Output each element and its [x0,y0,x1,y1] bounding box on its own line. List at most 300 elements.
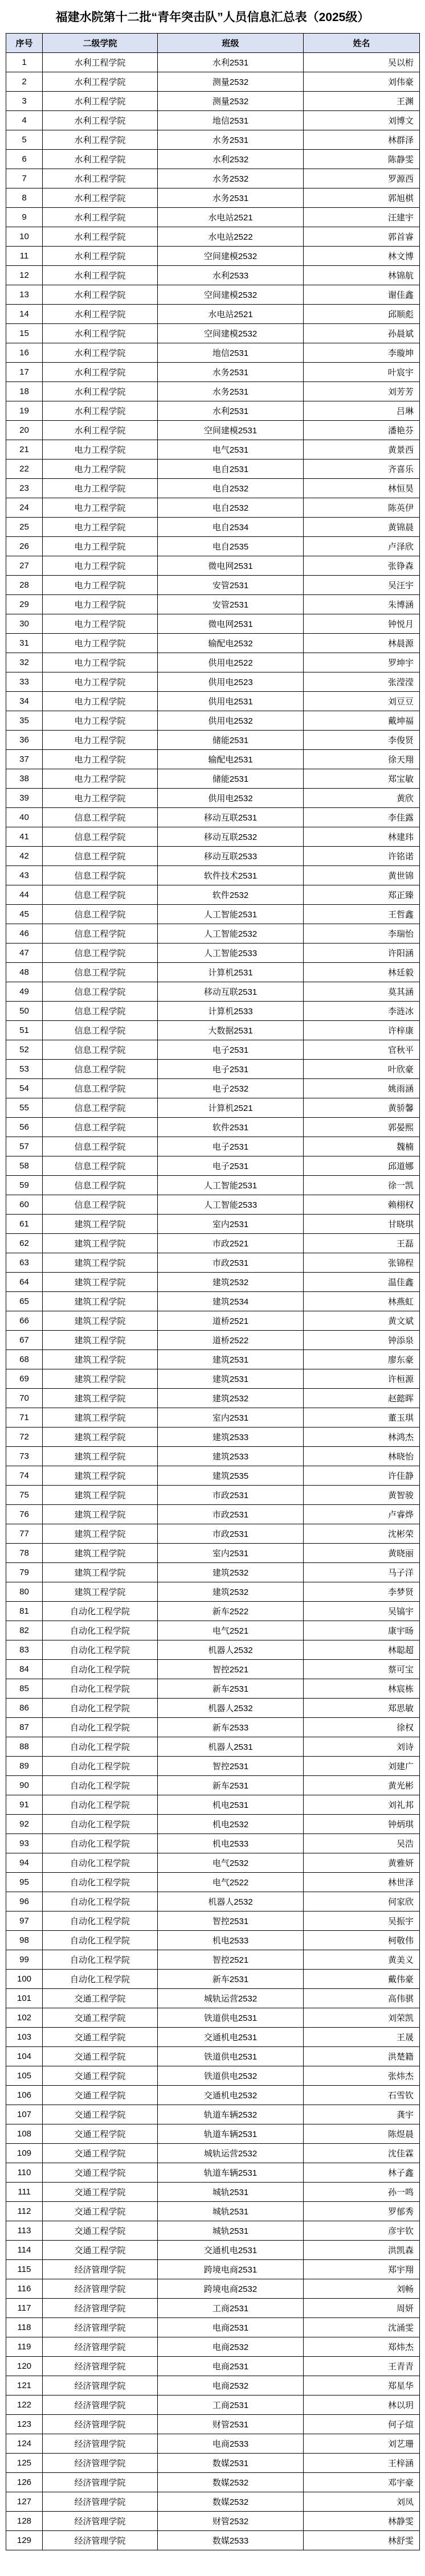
cell-college: 经济管理学院 [43,2531,158,2550]
roster-table [6,33,420,2550]
cell-name: 洪楚籍 [304,2047,420,2066]
cell-index: 105 [6,2066,43,2086]
cell-class: 水务2531 [158,363,304,382]
table-row [6,1040,420,1060]
table-row [6,1505,420,1524]
cell-index: 109 [6,2144,43,2163]
cell-class: 电子2531 [158,1040,304,1060]
cell-class: 交通机电2531 [158,2241,304,2260]
cell-college: 水利工程学院 [43,324,158,343]
cell-name: 林子鑫 [304,2163,420,2183]
cell-index: 3 [6,92,43,111]
cell-index: 62 [6,1234,43,1253]
cell-index: 21 [6,440,43,460]
cell-index: 70 [6,1389,43,1408]
cell-college: 经济管理学院 [43,2318,158,2337]
table-row [6,2202,420,2221]
cell-class: 微电网2531 [158,556,304,576]
cell-college: 建筑工程学院 [43,1582,158,1602]
table-row [6,653,420,672]
table-row [6,1795,420,1815]
cell-name: 刘豆豆 [304,692,420,711]
cell-name: 许佳静 [304,1466,420,1486]
table-row [6,614,420,634]
cell-college: 信息工程学院 [43,1079,158,1098]
cell-class: 软件技术2531 [158,866,304,885]
cell-college: 建筑工程学院 [43,1331,158,1350]
cell-name: 刘博文 [304,111,420,130]
cell-name: 王哲鑫 [304,905,420,924]
cell-college: 经济管理学院 [43,2492,158,2512]
cell-index: 116 [6,2279,43,2299]
table-row [6,2241,420,2260]
cell-college: 电力工程学院 [43,731,158,750]
cell-index: 85 [6,1679,43,1699]
cell-name: 何家欣 [304,1892,420,1912]
table-row [6,285,420,305]
cell-index: 7 [6,169,43,188]
cell-class: 建筑2534 [158,1292,304,1311]
cell-college: 电力工程学院 [43,634,158,653]
cell-college: 水利工程学院 [43,169,158,188]
cell-name: 卢睿烨 [304,1505,420,1524]
table-row [6,2318,420,2337]
table-row [6,1699,420,1718]
cell-class: 市政2531 [158,1505,304,1524]
cell-college: 水利工程学院 [43,382,158,401]
cell-college: 建筑工程学院 [43,1350,158,1369]
cell-index: 57 [6,1137,43,1156]
table-row [6,1273,420,1292]
cell-index: 68 [6,1350,43,1369]
cell-class: 建筑2535 [158,1466,304,1486]
cell-index: 126 [6,2473,43,2492]
cell-name: 郑正臻 [304,885,420,905]
table-row [6,1350,420,1369]
cell-index: 124 [6,2434,43,2454]
cell-index: 2 [6,72,43,92]
cell-index: 20 [6,421,43,440]
cell-class: 室内2531 [158,1408,304,1428]
cell-name: 邓宇豪 [304,2473,420,2492]
cell-name: 孙一鸣 [304,2183,420,2202]
cell-class: 跨境电商2532 [158,2279,304,2299]
table-row [6,1137,420,1156]
cell-index: 48 [6,963,43,982]
cell-class: 移动互联2531 [158,808,304,827]
cell-name: 黄欣 [304,789,420,808]
cell-index: 56 [6,1118,43,1137]
cell-class: 数媒2532 [158,2492,304,2512]
cell-college: 电力工程学院 [43,460,158,479]
table-row [6,963,420,982]
cell-college: 信息工程学院 [43,808,158,827]
cell-college: 电力工程学院 [43,653,158,672]
cell-class: 机器人2532 [158,1699,304,1718]
cell-class: 人工智能2533 [158,1195,304,1215]
cell-college: 信息工程学院 [43,847,158,866]
cell-college: 建筑工程学院 [43,1466,158,1486]
cell-name: 谢佳鑫 [304,285,420,305]
cell-class: 供用电2531 [158,692,304,711]
table-row [6,2357,420,2376]
cell-class: 电商2531 [158,2357,304,2376]
cell-name: 柯敬伟 [304,1931,420,1950]
cell-name: 魏楠 [304,1137,420,1156]
cell-college: 自动化工程学院 [43,1795,158,1815]
cell-name: 吴浩 [304,1834,420,1853]
cell-name: 赖栩权 [304,1195,420,1215]
cell-college: 经济管理学院 [43,2512,158,2531]
table-row [6,2008,420,2028]
cell-name: 郑炜杰 [304,2337,420,2357]
cell-index: 54 [6,1079,43,1098]
cell-index: 38 [6,769,43,789]
table-row [6,1853,420,1873]
cell-college: 自动化工程学院 [43,1602,158,1621]
table-row [6,130,420,150]
cell-name: 温佳鑫 [304,1273,420,1292]
cell-index: 74 [6,1466,43,1486]
cell-name: 郑宇翔 [304,2260,420,2279]
cell-college: 信息工程学院 [43,1176,158,1195]
cell-college: 水利工程学院 [43,227,158,247]
cell-name: 彦宇钦 [304,2221,420,2241]
cell-college: 建筑工程学院 [43,1544,158,1563]
cell-index: 4 [6,111,43,130]
cell-college: 交通工程学院 [43,2066,158,2086]
cell-index: 122 [6,2395,43,2415]
cell-name: 李梦贤 [304,1582,420,1602]
table-row [6,1776,420,1795]
cell-name: 石雪钦 [304,2086,420,2105]
table-row [6,1544,420,1563]
cell-college: 电力工程学院 [43,479,158,498]
cell-class: 财管2531 [158,2415,304,2434]
cell-college: 建筑工程学院 [43,1311,158,1331]
table-row [6,672,420,692]
cell-class: 移动互联2532 [158,827,304,847]
cell-name: 林鸿杰 [304,1428,420,1447]
cell-index: 111 [6,2183,43,2202]
cell-name: 罗源西 [304,169,420,188]
cell-class: 机电2531 [158,1795,304,1815]
table-row [6,401,420,421]
header-index: 序号 [6,34,43,53]
cell-name: 林建玮 [304,827,420,847]
cell-class: 水务2531 [158,382,304,401]
cell-class: 城轨2531 [158,2202,304,2221]
table-row [6,1408,420,1428]
cell-name: 叶宸宇 [304,363,420,382]
cell-name: 邱顺彪 [304,305,420,324]
table-row [6,1563,420,1582]
cell-name: 叶欣豪 [304,1060,420,1079]
cell-name: 张滢滢 [304,672,420,692]
cell-index: 125 [6,2454,43,2473]
cell-college: 建筑工程学院 [43,1292,158,1311]
cell-class: 铁道供电2532 [158,2066,304,2086]
cell-index: 115 [6,2260,43,2279]
cell-name: 黄锦晨 [304,518,420,537]
table-row [6,905,420,924]
cell-class: 计算机2533 [158,1002,304,1021]
cell-class: 安管2531 [158,576,304,595]
cell-index: 52 [6,1040,43,1060]
cell-class: 城轨2531 [158,2221,304,2241]
cell-class: 输配电2531 [158,750,304,769]
cell-index: 94 [6,1853,43,1873]
cell-name: 郭旭棋 [304,188,420,208]
cell-college: 自动化工程学院 [43,1815,158,1834]
cell-college: 水利工程学院 [43,53,158,72]
cell-college: 交通工程学院 [43,2105,158,2124]
cell-index: 14 [6,305,43,324]
cell-index: 50 [6,1002,43,1021]
table-row [6,1215,420,1234]
cell-college: 信息工程学院 [43,1118,158,1137]
cell-class: 机电2532 [158,1815,304,1834]
cell-class: 道桥2521 [158,1311,304,1331]
cell-college: 建筑工程学院 [43,1234,158,1253]
table-row [6,247,420,266]
cell-index: 30 [6,614,43,634]
cell-index: 15 [6,324,43,343]
cell-class: 软件2531 [158,1118,304,1137]
cell-name: 马子洋 [304,1563,420,1582]
cell-index: 75 [6,1486,43,1505]
cell-class: 大数据2531 [158,1021,304,1040]
cell-college: 自动化工程学院 [43,1660,158,1679]
cell-class: 电自2532 [158,479,304,498]
cell-class: 建筑2531 [158,1369,304,1389]
cell-name: 徐一凯 [304,1176,420,1195]
cell-class: 供用电2523 [158,672,304,692]
cell-name: 许桓源 [304,1369,420,1389]
cell-class: 电商2532 [158,2376,304,2395]
table-row [6,2066,420,2086]
cell-college: 信息工程学院 [43,1002,158,1021]
cell-name: 黄晓丽 [304,1544,420,1563]
cell-name: 黄文斌 [304,1311,420,1331]
cell-class: 建筑2533 [158,1447,304,1466]
cell-class: 空间建模2532 [158,324,304,343]
cell-name: 张炜杰 [304,2066,420,2086]
table-row [6,1021,420,1040]
cell-name: 李璇坤 [304,343,420,363]
cell-name: 汪建宇 [304,208,420,227]
cell-college: 水利工程学院 [43,266,158,285]
cell-index: 49 [6,982,43,1002]
cell-class: 新车2531 [158,1679,304,1699]
table-row [6,1292,420,1311]
cell-college: 交通工程学院 [43,2202,158,2221]
cell-index: 107 [6,2105,43,2124]
cell-class: 智控2531 [158,1912,304,1931]
header-name: 姓名 [304,34,420,53]
table-row [6,2086,420,2105]
cell-index: 34 [6,692,43,711]
cell-college: 水利工程学院 [43,421,158,440]
cell-name: 许梓康 [304,1021,420,1040]
cell-name: 潘艳芬 [304,421,420,440]
cell-class: 交通机电2531 [158,2028,304,2047]
cell-index: 10 [6,227,43,247]
cell-name: 官秋平 [304,1040,420,1060]
cell-name: 黄美义 [304,1950,420,1970]
cell-index: 25 [6,518,43,537]
table-row [6,711,420,731]
cell-name: 吴镐宇 [304,1602,420,1621]
cell-name: 刘建广 [304,1757,420,1776]
cell-index: 44 [6,885,43,905]
table-row [6,1156,420,1176]
cell-college: 自动化工程学院 [43,1970,158,1989]
table-row [6,789,420,808]
cell-name: 孙晨斌 [304,324,420,343]
cell-index: 46 [6,924,43,944]
table-row [6,150,420,169]
cell-college: 电力工程学院 [43,614,158,634]
header-row [6,34,420,53]
table-row [6,2124,420,2144]
cell-name: 许铭诺 [304,847,420,866]
cell-index: 28 [6,576,43,595]
cell-college: 电力工程学院 [43,711,158,731]
table-row [6,769,420,789]
cell-name: 王晟 [304,2028,420,2047]
cell-index: 23 [6,479,43,498]
cell-index: 72 [6,1428,43,1447]
cell-index: 120 [6,2357,43,2376]
cell-index: 80 [6,1582,43,1602]
cell-college: 建筑工程学院 [43,1215,158,1234]
cell-index: 110 [6,2163,43,2183]
cell-class: 电商2533 [158,2434,304,2454]
cell-college: 电力工程学院 [43,789,158,808]
cell-class: 新车2522 [158,1602,304,1621]
cell-class: 室内2531 [158,1215,304,1234]
cell-college: 信息工程学院 [43,1195,158,1215]
cell-college: 交通工程学院 [43,2008,158,2028]
cell-class: 电商2531 [158,2318,304,2337]
table-row [6,363,420,382]
cell-class: 地信2531 [158,111,304,130]
cell-index: 112 [6,2202,43,2221]
table-row [6,1311,420,1331]
table-row [6,208,420,227]
cell-college: 水利工程学院 [43,92,158,111]
cell-index: 92 [6,1815,43,1834]
table-row [6,1757,420,1776]
cell-class: 空间建模2532 [158,285,304,305]
cell-index: 17 [6,363,43,382]
cell-college: 自动化工程学院 [43,1873,158,1892]
cell-class: 新车2533 [158,1718,304,1737]
cell-name: 沈涌雯 [304,2318,420,2337]
table-row [6,1679,420,1699]
cell-index: 33 [6,672,43,692]
cell-class: 数媒2532 [158,2473,304,2492]
cell-class: 市政2531 [158,1253,304,1273]
cell-name: 林世泽 [304,1873,420,1892]
cell-index: 64 [6,1273,43,1292]
cell-class: 铁道供电2531 [158,2008,304,2028]
cell-name: 徐权 [304,1718,420,1737]
cell-index: 114 [6,2241,43,2260]
table-row [6,2454,420,2473]
table-row [6,518,420,537]
table-row [6,2531,420,2550]
cell-index: 73 [6,1447,43,1466]
cell-college: 自动化工程学院 [43,1737,158,1757]
cell-name: 郭晏熙 [304,1118,420,1137]
cell-college: 交通工程学院 [43,2221,158,2241]
cell-class: 城轨运营2532 [158,1989,304,2008]
cell-index: 61 [6,1215,43,1234]
cell-index: 121 [6,2376,43,2395]
table-row [6,982,420,1002]
cell-college: 建筑工程学院 [43,1486,158,1505]
cell-class: 电自2535 [158,537,304,556]
cell-college: 信息工程学院 [43,1040,158,1060]
cell-college: 建筑工程学院 [43,1253,158,1273]
cell-class: 水利2533 [158,266,304,285]
cell-college: 电力工程学院 [43,440,158,460]
table-row [6,1737,420,1757]
table-row [6,847,420,866]
table-row [6,2473,420,2492]
cell-college: 交通工程学院 [43,2183,158,2202]
cell-class: 电气2531 [158,440,304,460]
cell-college: 自动化工程学院 [43,1718,158,1737]
cell-class: 新车2531 [158,1776,304,1795]
cell-class: 水务2531 [158,130,304,150]
cell-name: 林舒雯 [304,2531,420,2550]
cell-index: 102 [6,2008,43,2028]
cell-class: 电气2521 [158,1621,304,1640]
cell-class: 空间建模2532 [158,247,304,266]
table-row [6,1098,420,1118]
cell-college: 建筑工程学院 [43,1273,158,1292]
cell-college: 水利工程学院 [43,401,158,421]
cell-college: 信息工程学院 [43,924,158,944]
cell-name: 王青青 [304,2357,420,2376]
table-row [6,1079,420,1098]
cell-class: 供用电2522 [158,653,304,672]
table-row [6,634,420,653]
cell-index: 32 [6,653,43,672]
document-title: 福建水院第十二批“青年突击队”人员信息汇总表（2025级） [55,11,370,24]
cell-class: 储能2531 [158,731,304,750]
cell-college: 信息工程学院 [43,963,158,982]
cell-class: 电子2532 [158,1079,304,1098]
cell-index: 84 [6,1660,43,1679]
cell-college: 交通工程学院 [43,2047,158,2066]
cell-index: 93 [6,1834,43,1853]
cell-college: 水利工程学院 [43,285,158,305]
cell-name: 刘艺珊 [304,2434,420,2454]
table-row [6,1176,420,1195]
cell-index: 117 [6,2299,43,2318]
cell-college: 水利工程学院 [43,247,158,266]
table-row [6,2260,420,2279]
cell-name: 郑思敏 [304,1699,420,1718]
cell-college: 自动化工程学院 [43,1679,158,1699]
table-row [6,576,420,595]
cell-college: 水利工程学院 [43,343,158,363]
table-row [6,2512,420,2531]
